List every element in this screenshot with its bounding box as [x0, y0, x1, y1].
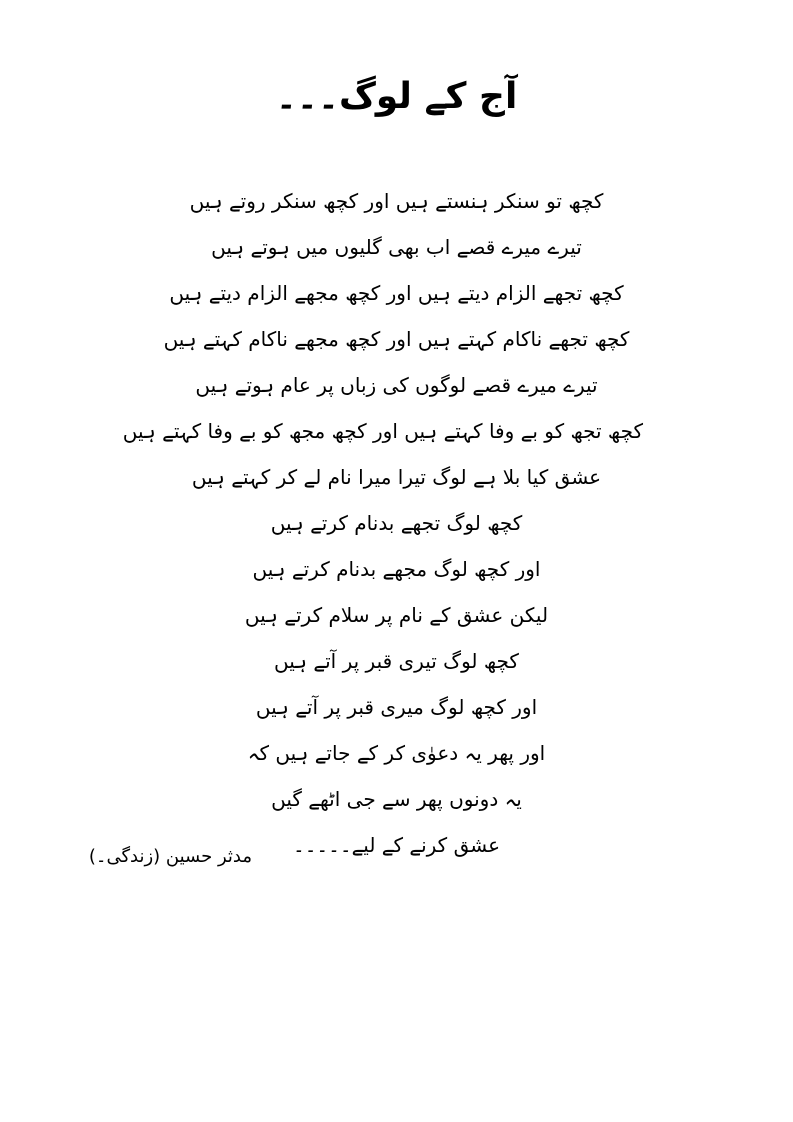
poem-line: اور پھر یہ دعوٰی کر کے جاتے ہیں کہ [247, 741, 546, 765]
poem-line: لیکن عشق کے نام پر سلام کرتے ہیں [244, 603, 549, 627]
poem-line: یہ دونوں پھر سے جی اٹھے گیں [271, 787, 522, 811]
poem-line: کچھ تجھے الزام دیتے ہیں اور کچھ مجھے الزام دیتے ہیں [169, 281, 624, 305]
poem-line: اور کچھ لوگ میری قبر پر آتے ہیں [255, 695, 538, 719]
poem-line: کچھ تو سنکر ہنستے ہیں اور کچھ سنکر روتے ہیں [189, 189, 604, 213]
poem-line: کچھ لوگ تجھے بدنام کرتے ہیں [270, 511, 523, 535]
author-signature: مدثر حسین (زندگی۔) [88, 846, 252, 867]
poem-line: کچھ تجھے ناکام کہتے ہیں اور کچھ مجھے ناکام کہتے ہیں [163, 327, 630, 351]
poem-line: تیرے میرے قصے لوگوں کی زباں پر عام ہوتے ہیں [195, 373, 598, 397]
poem-line: اور کچھ لوگ مجھے بدنام کرتے ہیں [252, 557, 541, 581]
poem-line: عشق کیا بلا ہے لوگ تیرا میرا نام لے کر کہتے ہیں [191, 465, 602, 489]
poem-line: تیرے میرے قصے اب بھی گلیوں میں ہوتے ہیں [211, 235, 582, 259]
poem-line: کچھ لوگ تیری قبر پر آتے ہیں [274, 649, 519, 673]
poem-title: آج کے لوگ۔۔۔ [275, 76, 518, 117]
poem-line: عشق کرنے کے لیے۔۔۔۔۔ [292, 833, 501, 857]
poem-body [122, 178, 643, 868]
poem-line: کچھ تجھ کو بے وفا کہتے ہیں اور کچھ مجھ کو بے وفا کہتے ہیں [122, 419, 643, 443]
